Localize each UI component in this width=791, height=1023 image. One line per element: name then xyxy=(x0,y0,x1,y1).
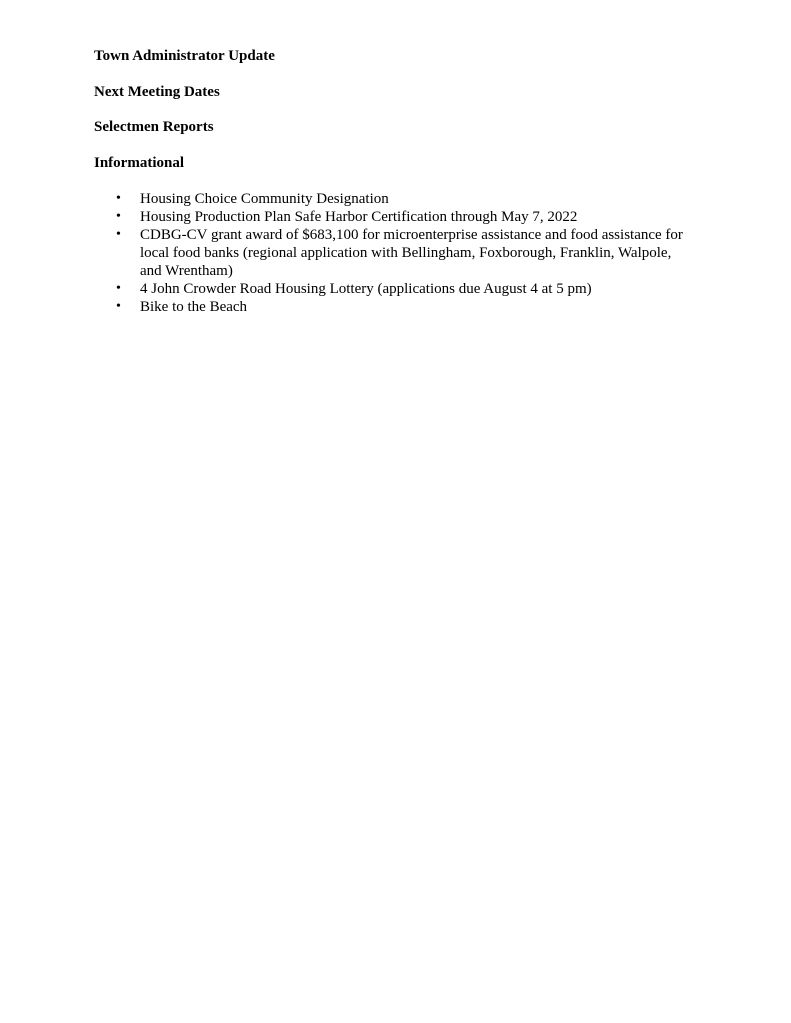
list-item-text: Housing Production Plan Safe Harbor Certification through May 7, 2022 xyxy=(140,209,578,225)
heading-town-administrator-update: Town Administrator Update xyxy=(94,48,275,64)
list-item xyxy=(0,190,685,208)
heading-next-meeting-dates: Next Meeting Dates xyxy=(94,84,220,100)
list-item xyxy=(0,280,685,298)
list-item xyxy=(0,298,685,316)
list-item-text: CDBG-CV grant award of $683,100 for microenterprise assistance and food assistance for local food banks (regional application with Bellingham, Foxborough, Franklin, Walpole, and Wrentham) xyxy=(140,227,683,279)
bullet-icon: • xyxy=(116,227,121,242)
heading-selectmen-reports: Selectmen Reports xyxy=(94,119,214,135)
heading-informational: Informational xyxy=(94,155,184,171)
list-item-text: Housing Choice Community Designation xyxy=(140,191,389,207)
list-item-text: 4 John Crowder Road Housing Lottery (applications due August 4 at 5 pm) xyxy=(140,281,592,297)
bullet-icon: • xyxy=(116,299,121,314)
bullet-icon: • xyxy=(116,191,121,206)
bullet-icon: • xyxy=(116,281,121,296)
list-item xyxy=(0,226,685,280)
list-item xyxy=(0,208,685,226)
list-item-text: Bike to the Beach xyxy=(140,299,248,315)
informational-list xyxy=(0,190,791,316)
bullet-icon: • xyxy=(116,209,121,224)
